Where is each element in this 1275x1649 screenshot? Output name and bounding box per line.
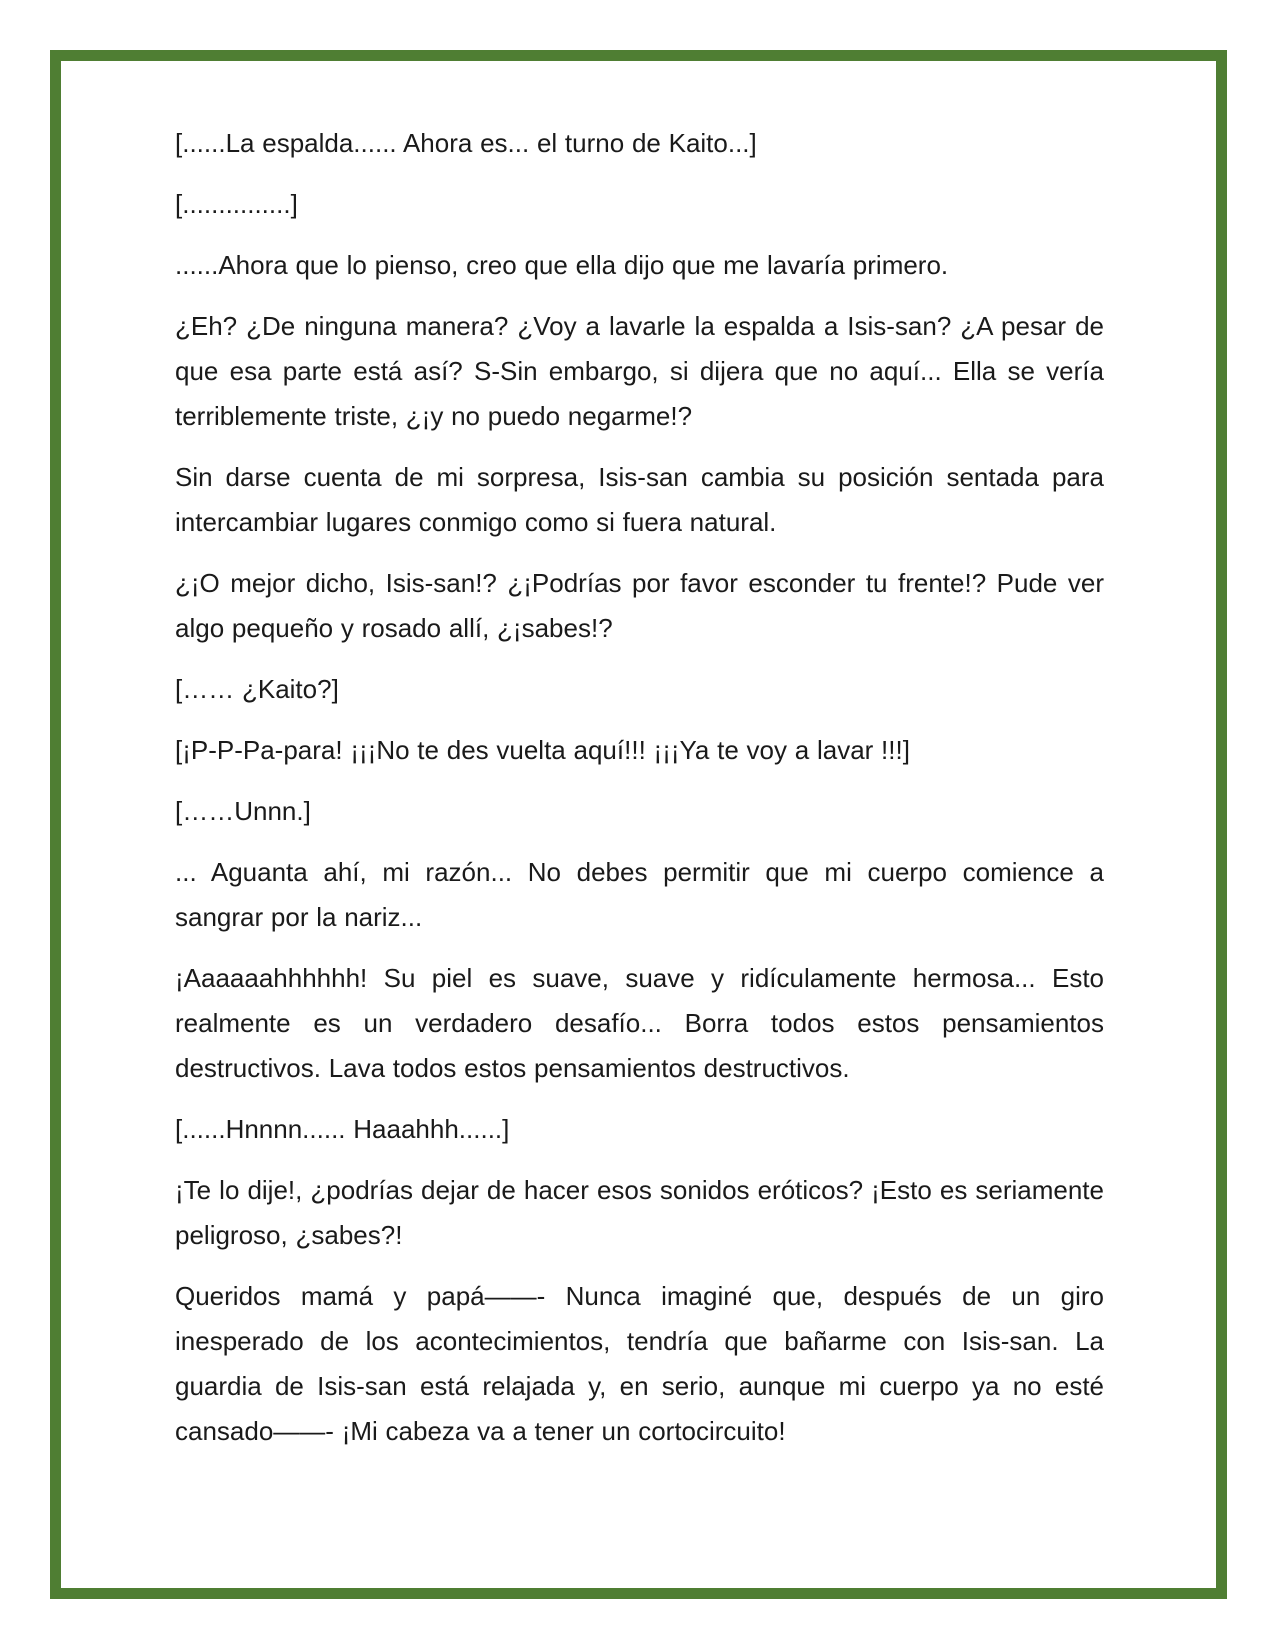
- document-text: [61, 61, 1216, 1454]
- paragraph: ¡Aaaaaahhhhhh! Su piel es suave, suave y ridículamente hermosa... Esto realmente es un verdadero desafío... Borra todos estos pensamientos destructivos. Lava todos estos pensamientos destructivos.: [175, 963, 1104, 1083]
- page-border-frame: [50, 50, 1227, 1599]
- paragraph: Sin darse cuenta de mi sorpresa, Isis-san cambia su posición sentada para intercambiar lugares conmigo como si fuera natural.: [175, 462, 1104, 537]
- paragraph: [...............]: [175, 189, 298, 219]
- paragraph: ¿¡O mejor dicho, Isis-san!? ¿¡Podrías por favor esconder tu frente!? Pude ver algo pequeño y rosado allí, ¿¡sabes!?: [175, 568, 1104, 643]
- paragraph: Queridos mamá y papá——- Nunca imaginé que, después de un giro inesperado de los acontecimientos, tendría que bañarme con Isis-san. La guardia de Isis-san está relajada y, en serio, aunque mi cuerpo ya no esté cansado——- ¡Mi cabeza va a tener un cortocircuito!: [175, 1281, 1104, 1446]
- paragraph: [......La espalda...... Ahora es... el turno de Kaito...]: [175, 128, 757, 158]
- paragraph: […… ¿Kaito?]: [175, 674, 339, 704]
- paragraph: ... Aguanta ahí, mi razón... No debes permitir que mi cuerpo comience a sangrar por la nariz...: [175, 857, 1104, 932]
- paragraph: [......Hnnnn...... Haaahhh......]: [175, 1114, 510, 1144]
- paragraph: ¿Eh? ¿De ninguna manera? ¿Voy a lavarle la espalda a Isis-san? ¿A pesar de que esa parte está así? S-Sin embargo, si dijera que no aquí... Ella se vería terriblemente triste, ¿¡y no puedo negarme!?: [175, 311, 1104, 431]
- paragraph: [¡P-P-Pa-para! ¡¡¡No te des vuelta aquí!!! ¡¡¡Ya te voy a lavar !!!]: [175, 735, 910, 765]
- paragraph: [……Unnn.]: [175, 796, 311, 826]
- paragraph: ......Ahora que lo pienso, creo que ella dijo que me lavaría primero.: [175, 250, 949, 280]
- paragraph: ¡Te lo dije!, ¿podrías dejar de hacer esos sonidos eróticos? ¡Esto es seriamente peligroso, ¿sabes?!: [175, 1175, 1104, 1250]
